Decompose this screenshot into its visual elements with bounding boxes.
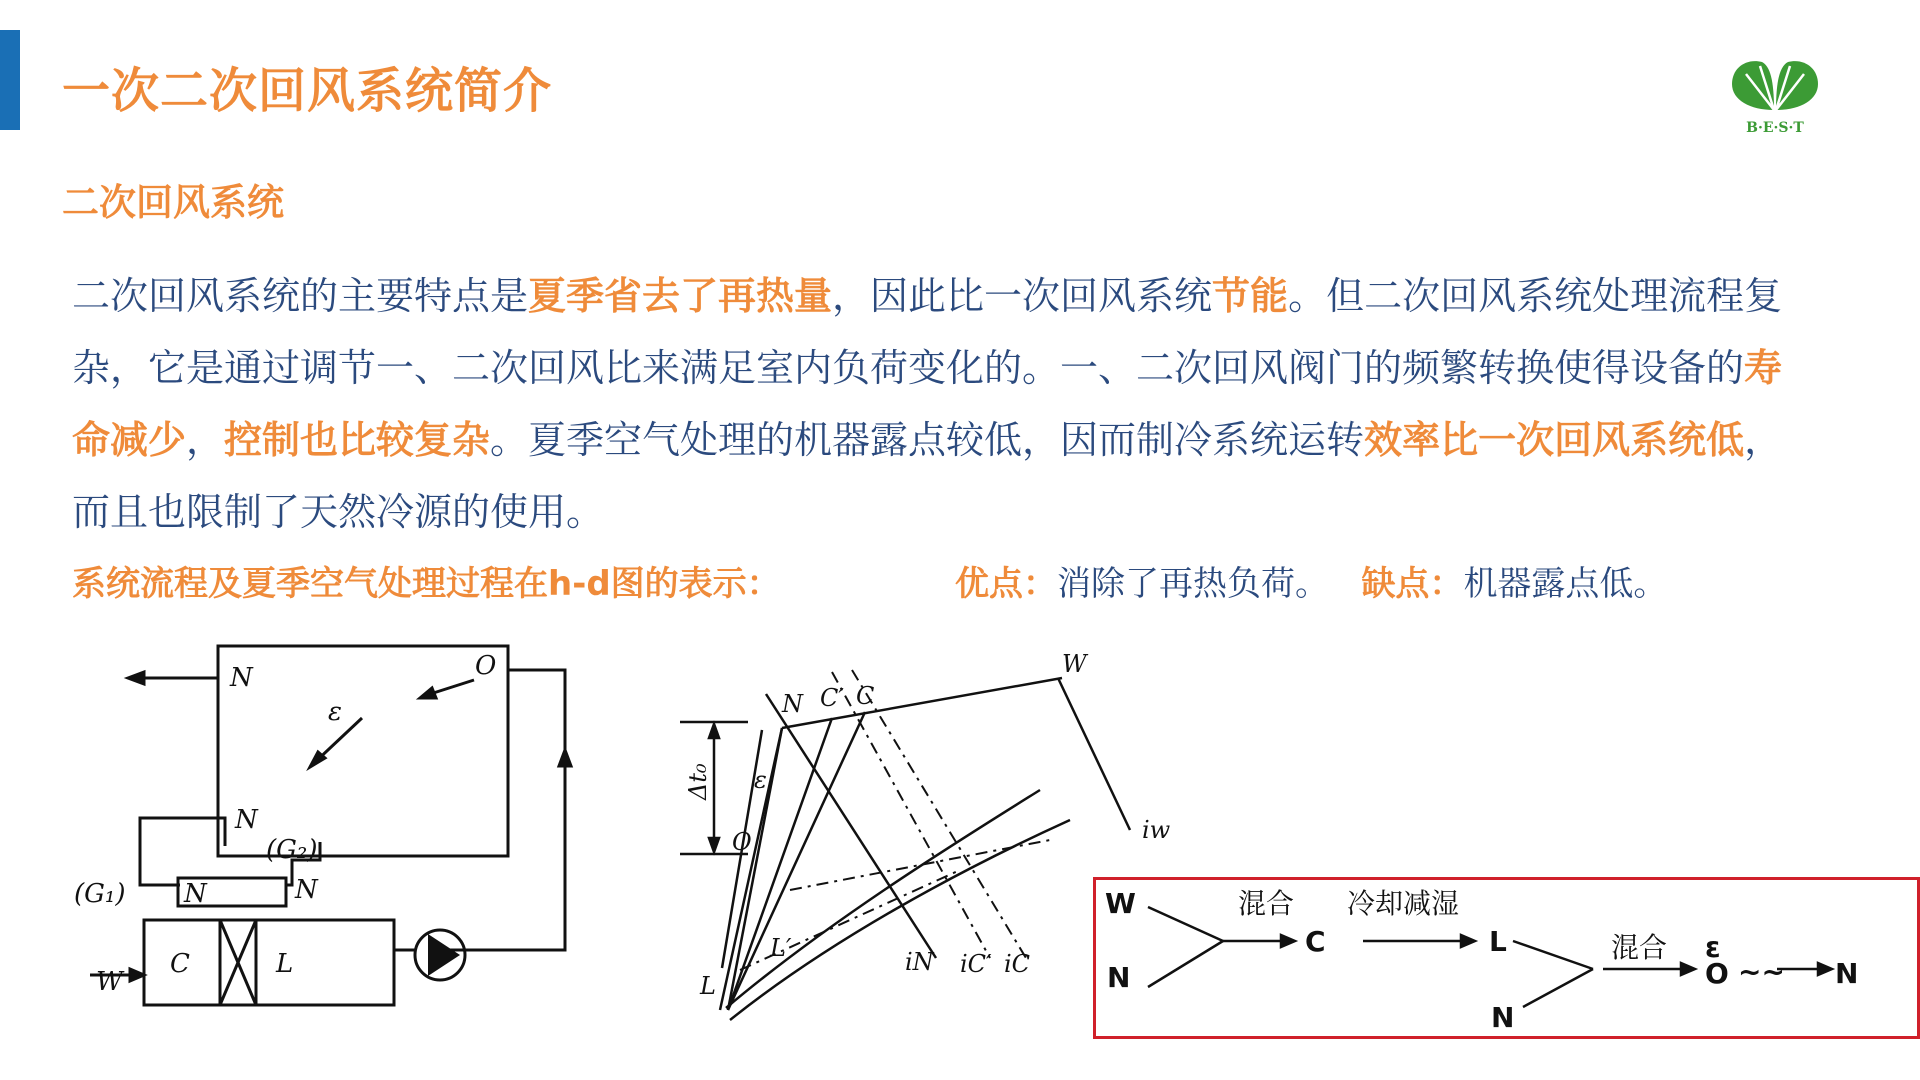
section-heading: 二次回风系统 bbox=[62, 181, 284, 224]
best-logo bbox=[1710, 48, 1840, 138]
para-seg: 。但二次回风系统处理流程复杂，它是通过调节一、二次回风比来满足室内负荷变化的。一、二次回风阀门的频繁转换使得设备的 bbox=[72, 274, 1783, 390]
para-seg: ，因此比一次回风系统 bbox=[832, 274, 1213, 318]
fig1-label-w: W bbox=[96, 967, 123, 997]
process-summary-box bbox=[1093, 877, 1920, 1039]
title-accent-bar bbox=[0, 30, 20, 130]
fig2-label-eps: ε bbox=[754, 766, 767, 794]
para-highlight: 夏季省去了再热量 bbox=[528, 274, 833, 318]
box-label-o: O bbox=[1705, 957, 1729, 990]
system-flow-diagram bbox=[70, 630, 610, 1030]
fig1-label-n-top: N bbox=[230, 663, 253, 693]
para-seg: 二次回风系统的主要特点是 bbox=[72, 274, 529, 318]
fig1-label-n-box: N bbox=[184, 879, 207, 909]
fig1-label-n-right: N bbox=[295, 875, 318, 905]
pros-text: 消除了再热负荷。 bbox=[1057, 564, 1329, 604]
fig2-label-n: N bbox=[782, 690, 803, 718]
process-subheading: 系统流程及夏季空气处理过程在h-d图的表示： bbox=[72, 564, 781, 604]
para-seg: ， bbox=[186, 418, 225, 462]
fig1-label-g2: (G₂) bbox=[266, 835, 318, 865]
logo-text: B·E·S·T bbox=[1746, 120, 1804, 136]
description-paragraph bbox=[72, 260, 1812, 548]
fig2-label-w: W bbox=[1062, 650, 1087, 678]
fig2-label-o: O bbox=[732, 828, 752, 856]
box-label-cool: 冷却减湿 bbox=[1347, 887, 1460, 920]
para-highlight: 节能 bbox=[1212, 274, 1289, 318]
box-label-c: C bbox=[1305, 925, 1326, 958]
box-label-n2: N bbox=[1491, 1001, 1515, 1034]
fig2-label-c: C bbox=[856, 682, 875, 710]
box-label-n3: N bbox=[1835, 957, 1859, 990]
pros-label: 优点： bbox=[955, 564, 1057, 604]
fig2-label-l-prime: L′ bbox=[770, 934, 792, 962]
box-label-wave: ~~ bbox=[1738, 955, 1785, 988]
fig2-label-ic: iC bbox=[1004, 950, 1031, 978]
fig1-label-l: L bbox=[276, 949, 294, 979]
box-label-mix2: 混合 bbox=[1611, 931, 1668, 964]
fig2-label-dt: Δt₀ bbox=[684, 763, 712, 800]
para-seg: ，而且也限制了天然冷源的使用。 bbox=[72, 418, 1783, 534]
fig2-label-l: L bbox=[700, 972, 716, 1000]
box-label-mix1: 混合 bbox=[1238, 887, 1295, 920]
cons-text: 机器露点低。 bbox=[1463, 564, 1668, 604]
fig1-label-o: O bbox=[475, 651, 497, 681]
para-seg: 。夏季空气处理的机器露点较低，因而制冷系统运转 bbox=[490, 418, 1365, 462]
fig1-label-g1: (G₁) bbox=[74, 879, 126, 909]
pros-cons-line bbox=[955, 560, 1667, 608]
box-label-w: W bbox=[1105, 887, 1136, 920]
fig2-label-ic-prime: iC′ bbox=[960, 950, 992, 978]
para-highlight: 效率比一次回风系统低 bbox=[1364, 418, 1745, 462]
box-label-eps: ε bbox=[1705, 931, 1721, 964]
box-label-n1: N bbox=[1107, 961, 1131, 994]
fig2-label-c-prime: C′ bbox=[820, 684, 844, 712]
fig1-label-c: C bbox=[170, 949, 190, 979]
fig1-label-n-mid: N bbox=[235, 805, 258, 835]
slide-title: 一次二次回风系统简介 bbox=[62, 63, 553, 119]
para-highlight: 寿命减少 bbox=[72, 346, 1783, 462]
cons-label: 缺点： bbox=[1361, 564, 1464, 604]
fig2-label-in: iN bbox=[905, 948, 934, 976]
box-label-l: L bbox=[1489, 925, 1507, 958]
fig2-label-iw: iw bbox=[1142, 816, 1171, 844]
fig1-label-eps: ε bbox=[328, 697, 342, 727]
para-highlight: 控制也比较复杂 bbox=[224, 418, 491, 462]
